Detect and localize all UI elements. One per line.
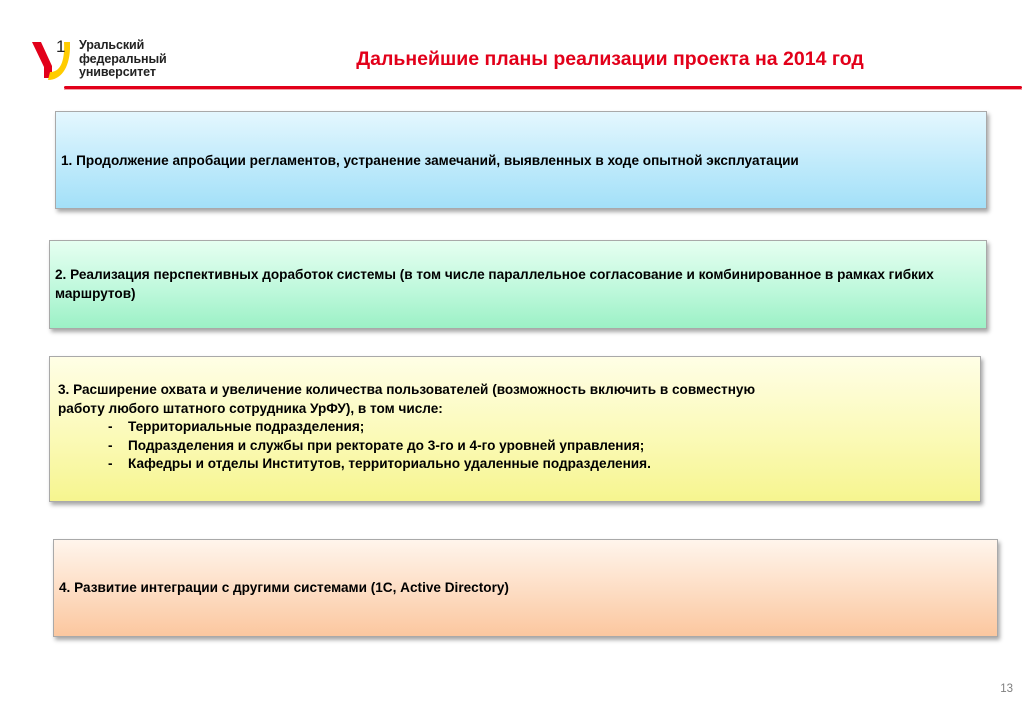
logo-line-1: Уральский [79,38,145,52]
list-item [108,418,980,437]
bullet-text: Кафедры и отделы Институтов, территориально удаленные подразделения. [128,456,651,471]
bullet-text: Территориальные подразделения; [128,419,365,434]
plan-item-4-text: 4. Развитие интеграции с другими системами (1С, Active Directory) [59,580,509,595]
plan-item-2 [49,240,987,329]
bullet-text: Подразделения и службы при ректорате до 3-го и 4-го уровней управления; [128,437,645,453]
logo-line-2: федеральный [79,51,167,66]
plan-item-4 [53,539,998,637]
list-item [108,455,980,474]
plan-item-2-text: 2. Реализация перспективных доработок системы (в том числе параллельное согласование и комбинированное в рамках гибких маршрутов) [55,267,934,301]
plan-item-3-bullets [58,418,980,474]
logo-wordmark [79,39,167,80]
list-item [108,437,980,456]
logo-number: 1 [56,37,66,56]
plan-item-1 [55,111,987,209]
slide-title: Дальнейшие планы реализации проекта на 2014 год [356,48,864,70]
dash-icon: - [108,437,113,453]
title-divider [64,86,1022,89]
plan-item-1-text: 1. Продолжение апробации регламентов, устранение замечаний, выявленных в ходе опытной эксплуатации [61,153,799,168]
urfu-logo [30,38,170,84]
dash-icon: - [108,419,113,434]
dash-icon: - [108,456,113,471]
plan-item-3 [49,356,981,502]
plan-item-3-line-2: работу любого штатного сотрудника УрФУ), в том числе: [58,400,443,416]
page-number: 13 [1000,683,1013,695]
logo-line-3: университет [79,65,156,79]
plan-item-3-line-1: 3. Расширение охвата и увеличение количества пользователей (возможность включить в совместную [58,382,756,397]
